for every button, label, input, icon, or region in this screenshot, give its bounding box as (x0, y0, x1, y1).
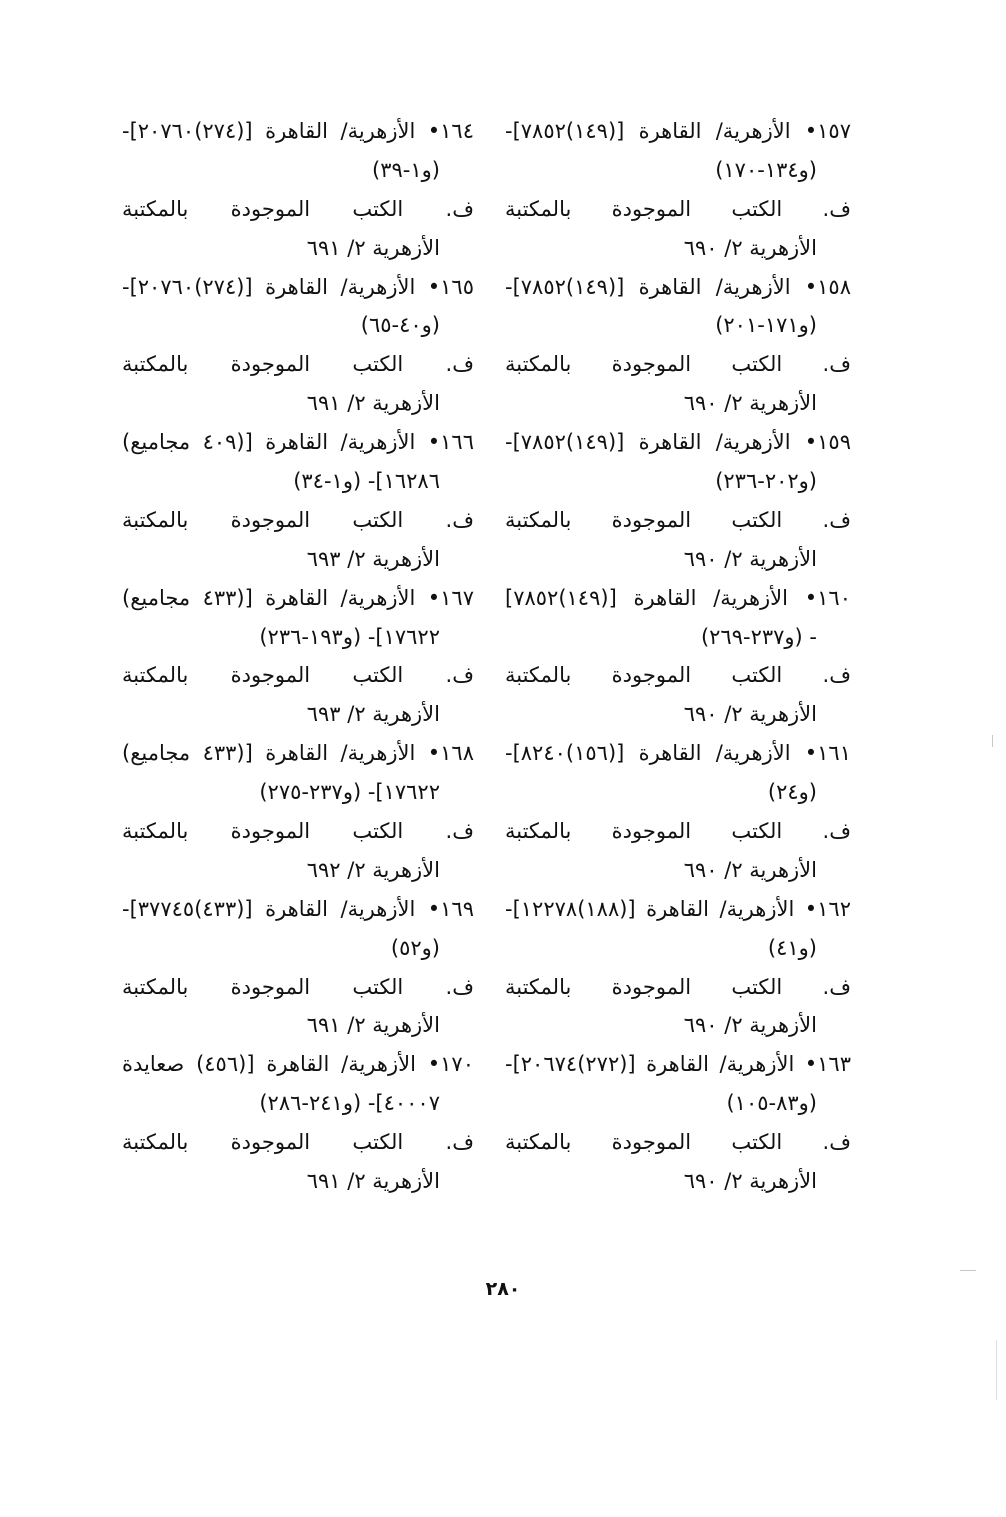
catalog-entry (122, 890, 474, 1046)
entry-source-note: ف. الكتب الموجودة بالمكتبة (505, 1130, 851, 1155)
entry-source-note: ف. الكتب الموجودة بالمكتبة (505, 352, 851, 377)
entry-citation-line: ١٦٢• الأزهرية/ القاهرة [(١٨٨)١٢٢٧٨]- (505, 896, 851, 921)
entry-citation-line: ١٦٨• الأزهرية/ القاهرة [(٤٣٣ مجاميع) (122, 741, 474, 766)
entry-citation-line: ١٦١• الأزهرية/ القاهرة [(١٥٦)٨٢٤٠]- (505, 741, 851, 766)
entry-citation-line: ١٦٧• الأزهرية/ القاهرة [(٤٣٣ مجاميع) (122, 585, 474, 610)
entry-folio-line: (و٢٠٢-٢٣٦) (715, 469, 817, 494)
entry-folio-line: (و١-٣٩) (372, 157, 440, 182)
entry-folio-line: (و٢٤) (767, 780, 817, 805)
catalog-entry (505, 112, 851, 268)
entry-citation-line: ١٧٠• الأزهرية/ القاهرة [(٤٥٦) صعايدة (122, 1052, 474, 1077)
entry-source-ref: الأزهرية ٢/ ٦٩١ (306, 391, 440, 416)
entry-folio-line: (و٥٢) (390, 935, 440, 960)
entry-folio-line: (و٤١) (767, 935, 817, 960)
catalog-entry (122, 734, 474, 890)
entry-citation-line: ١٦٤• الأزهرية/ القاهرة [(٢٧٤)٢٠٧٦٠]- (122, 119, 474, 143)
catalog-entry (505, 1045, 851, 1201)
entry-folio-line: ٤٠٠٠٧]- (و٢٤١-٢٨٦) (259, 1091, 440, 1116)
margin-mark (992, 735, 993, 747)
entry-source-note: ف. الكتب الموجودة بالمكتبة (505, 663, 851, 688)
entry-source-note: ف. الكتب الموجودة بالمكتبة (505, 196, 851, 221)
entry-folio-line: (و٨٣-١٠٥) (726, 1091, 817, 1116)
entry-source-ref: الأزهرية ٢/ ٦٩٣ (306, 546, 440, 571)
entry-source-ref: الأزهرية ٢/ ٦٩٠ (683, 546, 817, 571)
catalog-entry (505, 734, 851, 890)
entry-source-ref: الأزهرية ٢/ ٦٩٠ (683, 1013, 817, 1038)
entry-source-note: ف. الكتب الموجودة بالمكتبة (505, 819, 851, 844)
catalog-entry (122, 268, 474, 424)
margin-mark (960, 1270, 976, 1271)
entry-source-note: ف. الكتب الموجودة بالمكتبة (122, 196, 474, 221)
entry-source-note: ف. الكتب الموجودة بالمكتبة (505, 974, 851, 999)
entry-citation-line: ١٦٥• الأزهرية/ القاهرة [(٢٧٤)٢٠٧٦٠]- (122, 274, 474, 299)
right-column (505, 112, 851, 1201)
entry-folio-line: ١٧٦٢٢]- (و٢٣٧-٢٧٥) (259, 780, 440, 805)
entry-citation-line: ١٦٠• الأزهرية/ القاهرة [(١٤٩)٧٨٥٢] (505, 585, 851, 610)
entry-citation-line: ١٦٣• الأزهرية/ القاهرة [(٢٧٢)٢٠٦٧٤]- (505, 1052, 851, 1077)
catalog-entry (122, 423, 474, 579)
entry-source-note: ف. الكتب الموجودة بالمكتبة (122, 1130, 474, 1155)
entry-folio-line: (و١٧١-٢٠١) (715, 313, 817, 338)
entry-source-ref: الأزهرية ٢/ ٦٩١ (306, 1013, 440, 1038)
margin-mark (996, 1340, 997, 1400)
entry-folio-line: ١٧٦٢٢]- (و١٩٣-٢٣٦) (259, 624, 440, 649)
entry-source-ref: الأزهرية ٢/ ٦٩٣ (306, 702, 440, 727)
entry-source-note: ف. الكتب الموجودة بالمكتبة (122, 663, 474, 688)
entry-source-note: ف. الكتب الموجودة بالمكتبة (122, 507, 474, 532)
entry-folio-line: (و١٣٤-١٧٠) (715, 157, 817, 182)
left-column (122, 112, 474, 1201)
entry-citation-line: ١٥٧• الأزهرية/ القاهرة [(١٤٩)٧٨٥٢]- (505, 119, 851, 143)
entry-source-ref: الأزهرية ٢/ ٦٩٠ (683, 857, 817, 882)
entry-folio-line: - (و٢٣٧-٢٦٩) (700, 624, 817, 649)
entry-citation-line: ١٦٦• الأزهرية/ القاهرة [(٤٠٩ مجاميع) (122, 430, 474, 455)
entry-citation-line: ١٦٩• الأزهرية/ القاهرة [(٤٣٣)٣٧٧٤٥]- (122, 896, 474, 921)
entry-source-ref: الأزهرية ٢/ ٦٩٠ (683, 1169, 817, 1194)
catalog-entry (122, 112, 474, 268)
entry-source-note: ف. الكتب الموجودة بالمكتبة (122, 352, 474, 377)
catalog-entry (122, 579, 474, 735)
entry-source-ref: الأزهرية ٢/ ٦٩١ (306, 235, 440, 260)
entry-citation-line: ١٥٨• الأزهرية/ القاهرة [(١٤٩)٧٨٥٢]- (505, 274, 851, 299)
catalog-entry (505, 423, 851, 579)
entry-source-note: ف. الكتب الموجودة بالمكتبة (122, 974, 474, 999)
entry-folio-line: (و٤٠-٦٥) (360, 313, 440, 338)
entry-folio-line: ١٦٢٨٦]- (و١-٣٤) (293, 469, 440, 494)
catalog-entry (122, 1045, 474, 1201)
page-number: ٢٨٠ (485, 1278, 521, 1300)
catalog-entry (505, 890, 851, 1046)
entry-source-ref: الأزهرية ٢/ ٦٩٠ (683, 235, 817, 260)
catalog-entry (505, 268, 851, 424)
entry-source-ref: الأزهرية ٢/ ٦٩١ (306, 1169, 440, 1194)
catalog-entry (505, 579, 851, 735)
entry-citation-line: ١٥٩• الأزهرية/ القاهرة [(١٤٩)٧٨٥٢]- (505, 430, 851, 455)
entry-source-note: ف. الكتب الموجودة بالمكتبة (122, 819, 474, 844)
entry-source-ref: الأزهرية ٢/ ٦٩٢ (306, 857, 440, 882)
entry-source-ref: الأزهرية ٢/ ٦٩٠ (683, 702, 817, 727)
entry-source-note: ف. الكتب الموجودة بالمكتبة (505, 507, 851, 532)
entry-source-ref: الأزهرية ٢/ ٦٩٠ (683, 391, 817, 416)
